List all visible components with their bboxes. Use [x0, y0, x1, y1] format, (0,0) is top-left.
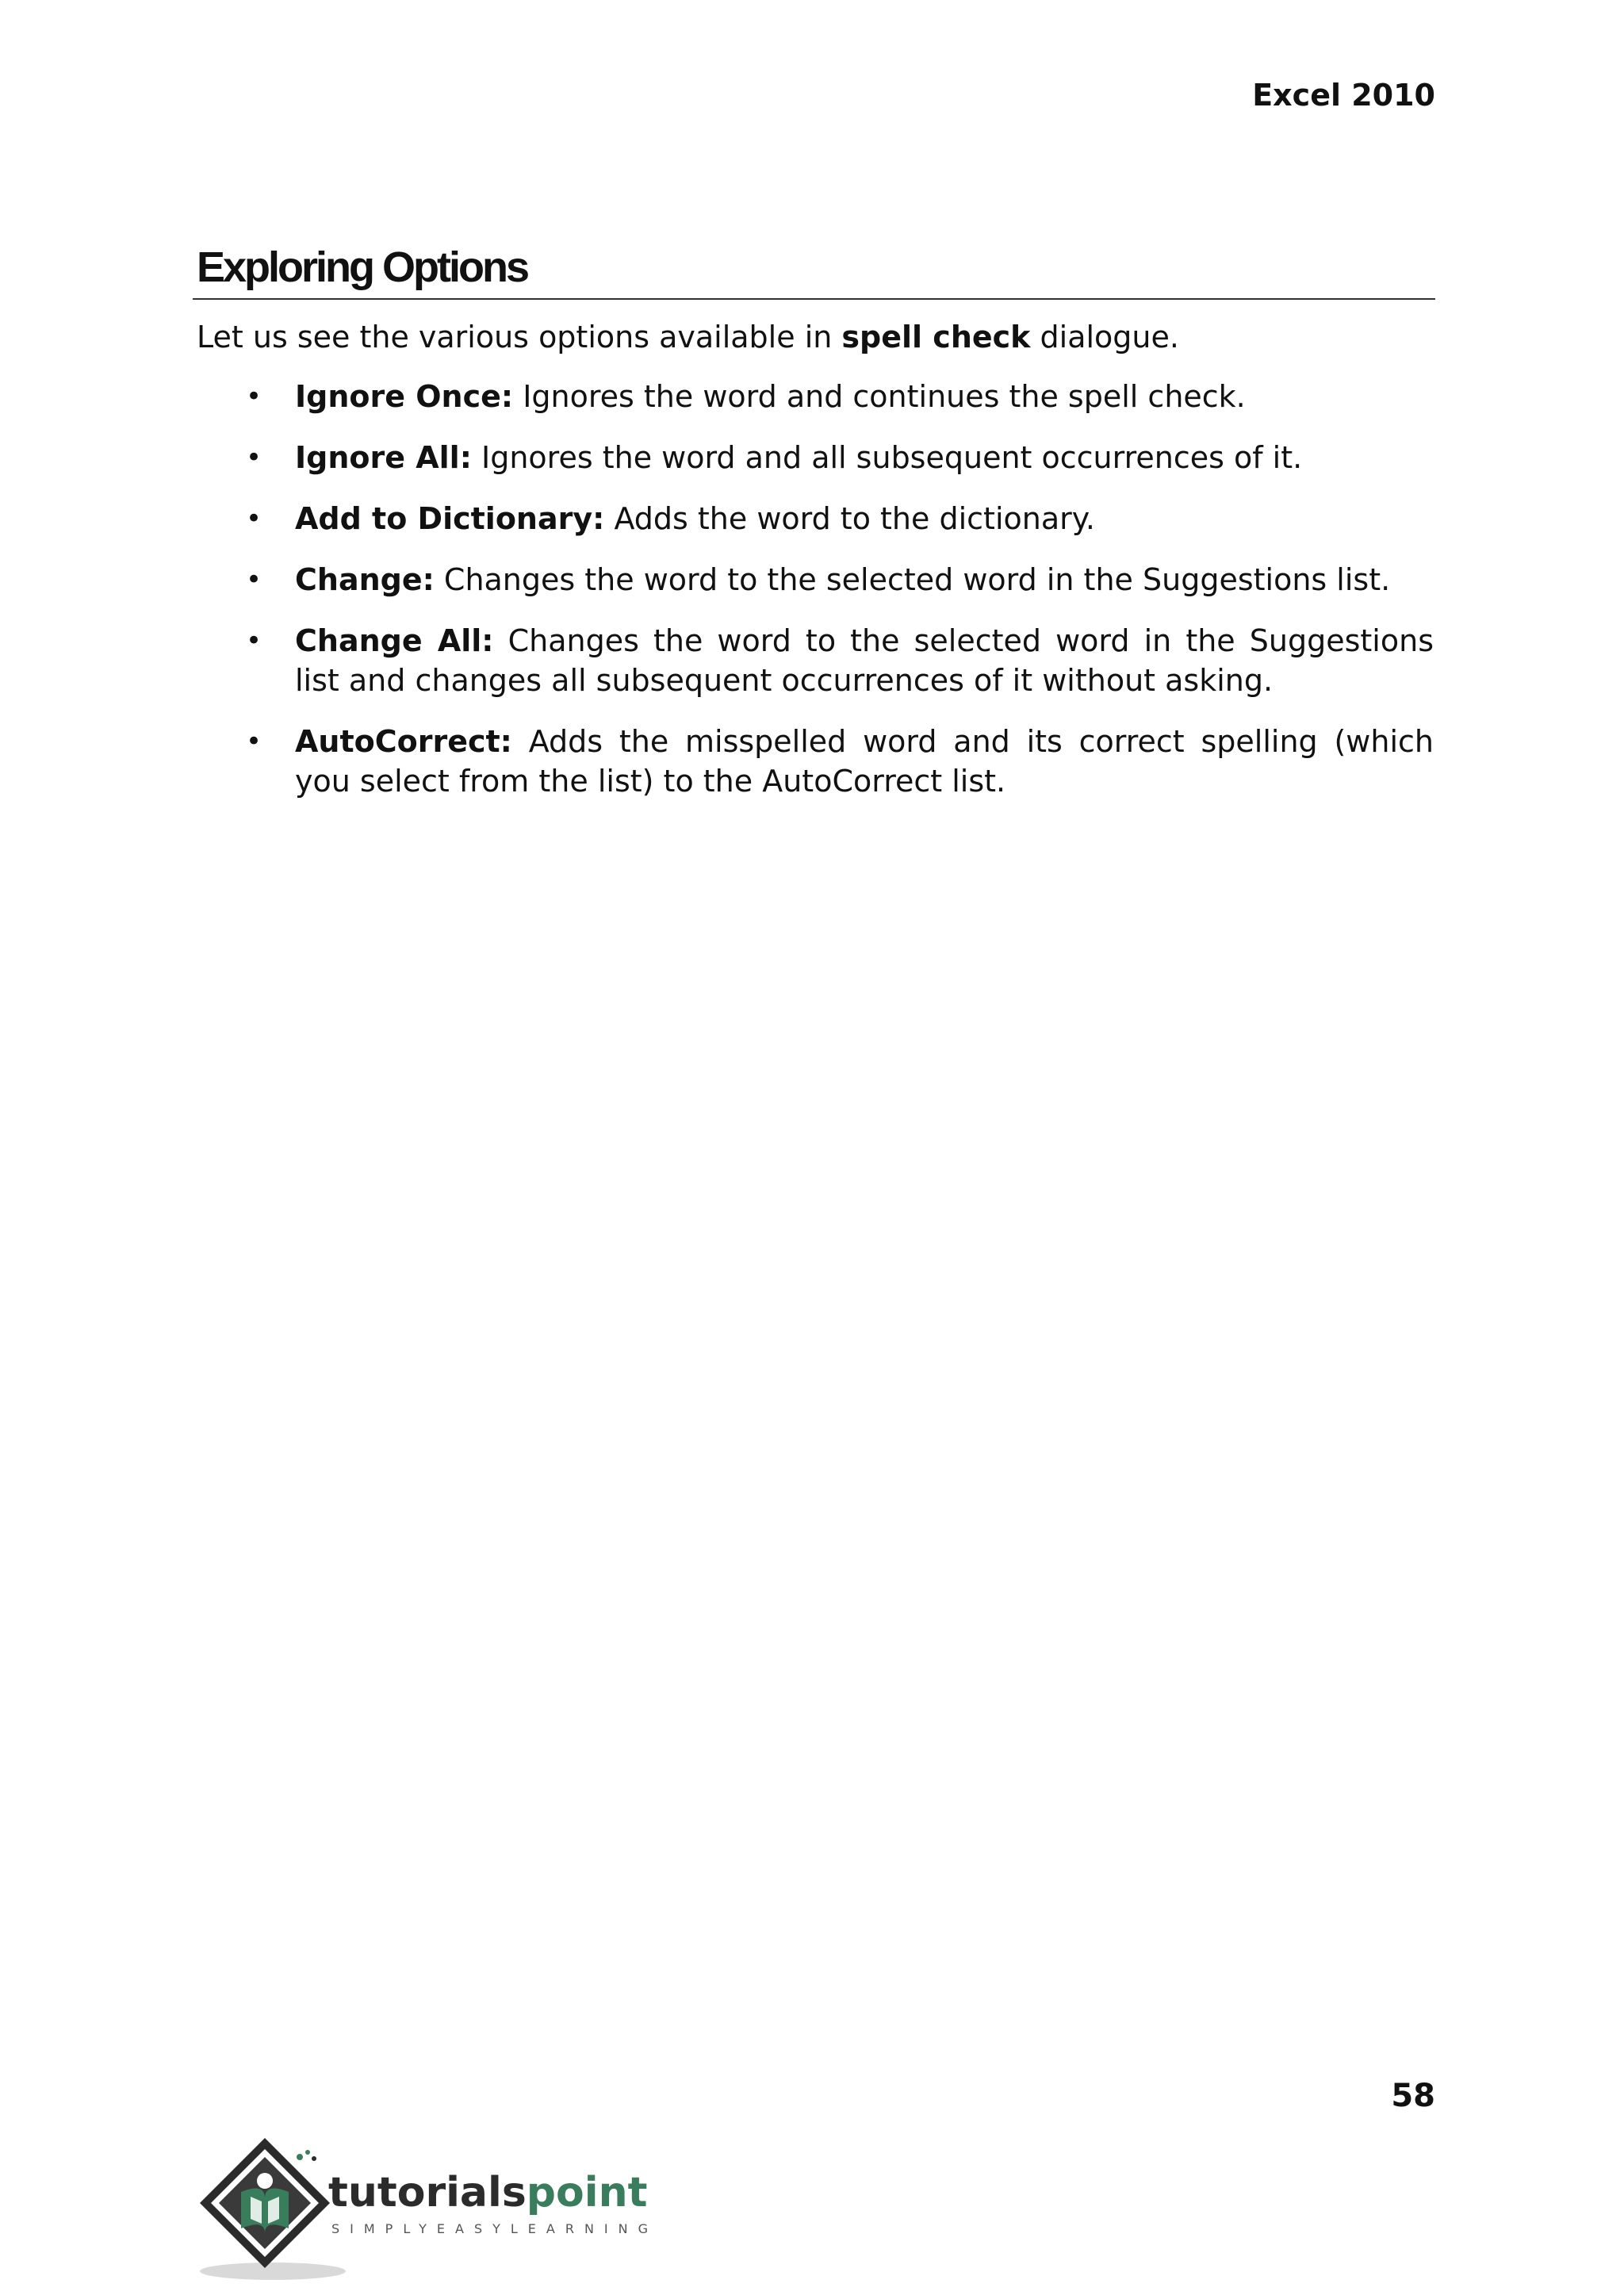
option-description: Adds the misspelled word and its correct spelling (which you select from the list) to the AutoCorrect list. [295, 724, 1434, 799]
intro-bold-term: spell check [841, 320, 1031, 354]
bullet-icon: • [246, 564, 262, 596]
options-list [197, 377, 1434, 822]
logo-brand-part1: tutorials [328, 2169, 527, 2216]
tutorialspoint-logo [195, 2135, 671, 2285]
option-term: Ignore Once: [295, 379, 514, 414]
document-header-title: Excel 2010 [1252, 78, 1435, 113]
option-description: Changes the word to the selected word in the Suggestions list and changes all subsequent occurrences of it without asking. [295, 623, 1434, 698]
option-term: Add to Dictionary: [295, 501, 605, 536]
intro-paragraph [197, 317, 1434, 357]
bullet-icon: • [246, 726, 262, 757]
intro-text-before: Let us see the various options available in [197, 320, 842, 354]
option-description: Ignores the word and all subsequent occurrences of it. [481, 440, 1303, 475]
tutorialspoint-diamond-icon [200, 2138, 330, 2268]
bullet-icon: • [246, 442, 262, 473]
list-item [197, 377, 1434, 416]
section-title: Exploring Options [197, 243, 527, 291]
logo-tagline: SIMPLYEASYLEARNING [331, 2221, 659, 2236]
title-divider [193, 298, 1435, 300]
list-item [197, 499, 1434, 538]
bullet-icon: • [246, 381, 262, 412]
bullet-icon: • [246, 503, 262, 534]
option-description: Ignores the word and continues the spell check. [523, 379, 1246, 414]
list-item [197, 722, 1434, 801]
bullet-icon: • [246, 625, 262, 657]
option-term: Change: [295, 562, 435, 597]
option-term: Change All: [295, 623, 494, 658]
list-item [197, 621, 1434, 700]
logo-brand-part2: point [526, 2169, 648, 2216]
page-number: 58 [1391, 2078, 1435, 2114]
option-description: Changes the word to the selected word in the Suggestions list. [443, 562, 1391, 597]
list-item [197, 560, 1434, 600]
list-item [197, 438, 1434, 477]
svg-text:tutorialspoint [328, 2169, 647, 2216]
option-description: Adds the word to the dictionary. [614, 501, 1095, 536]
intro-text-after: dialogue. [1030, 320, 1179, 354]
option-term: AutoCorrect: [295, 724, 512, 759]
option-term: Ignore All: [295, 440, 472, 475]
